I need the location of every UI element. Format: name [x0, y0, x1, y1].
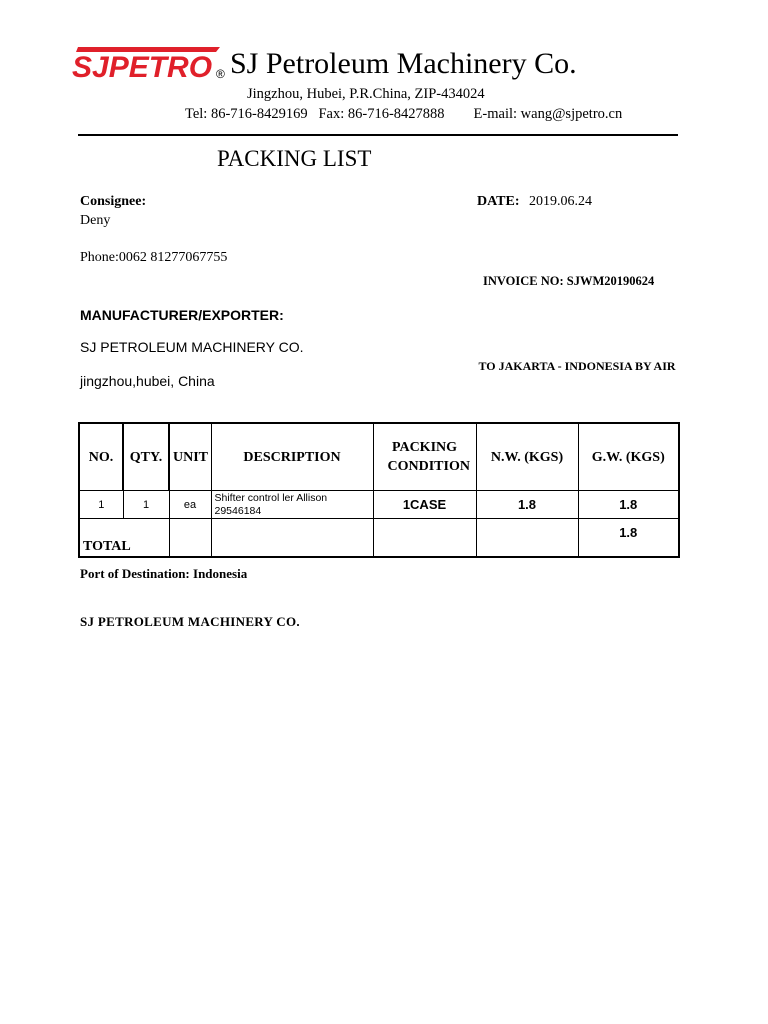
invoice-number: INVOICE NO: SJWM20190624 — [483, 274, 655, 288]
cell-unit: ea — [169, 491, 211, 519]
cell-qty: 1 — [123, 491, 169, 519]
total-label: TOTAL — [79, 519, 169, 558]
header-packing-condition: PACKING CONDITION — [373, 423, 476, 491]
total-empty-packing — [373, 519, 476, 558]
header-gross-weight: G.W. (KGS) — [578, 423, 679, 491]
table-header-row — [79, 423, 679, 491]
document-title: PACKING LIST — [217, 146, 372, 171]
packing-table — [78, 422, 680, 558]
header-unit: UNIT — [169, 423, 211, 491]
manufacturer-address: jingzhou,hubei, China — [80, 373, 215, 389]
cell-gross-weight: 1.8 — [578, 491, 679, 519]
total-empty-description — [211, 519, 373, 558]
total-empty-nw — [476, 519, 578, 558]
footer-company: SJ PETROLEUM MACHINERY CO. — [80, 614, 300, 629]
port-of-destination: Port of Destination: Indonesia — [80, 566, 248, 581]
header-divider — [78, 134, 678, 136]
table-row — [79, 491, 679, 519]
cell-description: Shifter control ler Allison 29546184 — [211, 491, 373, 519]
header-description: DESCRIPTION — [211, 423, 373, 491]
consignee-label: Consignee: — [80, 194, 147, 209]
total-gross-weight: 1.8 — [578, 519, 679, 558]
cell-no: 1 — [79, 491, 123, 519]
company-contact: Tel: 86-716-8429169 Fax: 86-716-8427888 E-mail: wang@sjpetro.cn — [185, 106, 623, 122]
date-label: DATE: — [477, 194, 520, 209]
company-name: SJ Petroleum Machinery Co. — [230, 47, 577, 80]
registered-mark: ® — [216, 67, 225, 81]
header-no: NO. — [79, 423, 123, 491]
shipping-note: TO JAKARTA - INDONESIA BY AIR — [478, 359, 676, 373]
logo-text: SJPETRO — [72, 51, 213, 82]
company-address: Jingzhou, Hubei, P.R.China, ZIP-434024 — [247, 86, 485, 102]
cell-packing: 1CASE — [373, 491, 476, 519]
cell-net-weight: 1.8 — [476, 491, 578, 519]
manufacturer-label: MANUFACTURER/EXPORTER: — [80, 307, 284, 323]
total-row — [79, 519, 679, 558]
header-net-weight: N.W. (KGS) — [476, 423, 578, 491]
manufacturer-name: SJ PETROLEUM MACHINERY CO. — [80, 339, 304, 355]
consignee-phone: Phone:0062 81277067755 — [80, 250, 228, 265]
total-empty-unit — [169, 519, 211, 558]
date-value: 2019.06.24 — [529, 194, 592, 209]
header-qty: QTY. — [123, 423, 169, 491]
consignee-name: Deny — [80, 213, 111, 228]
sjpetro-logo — [70, 42, 230, 82]
